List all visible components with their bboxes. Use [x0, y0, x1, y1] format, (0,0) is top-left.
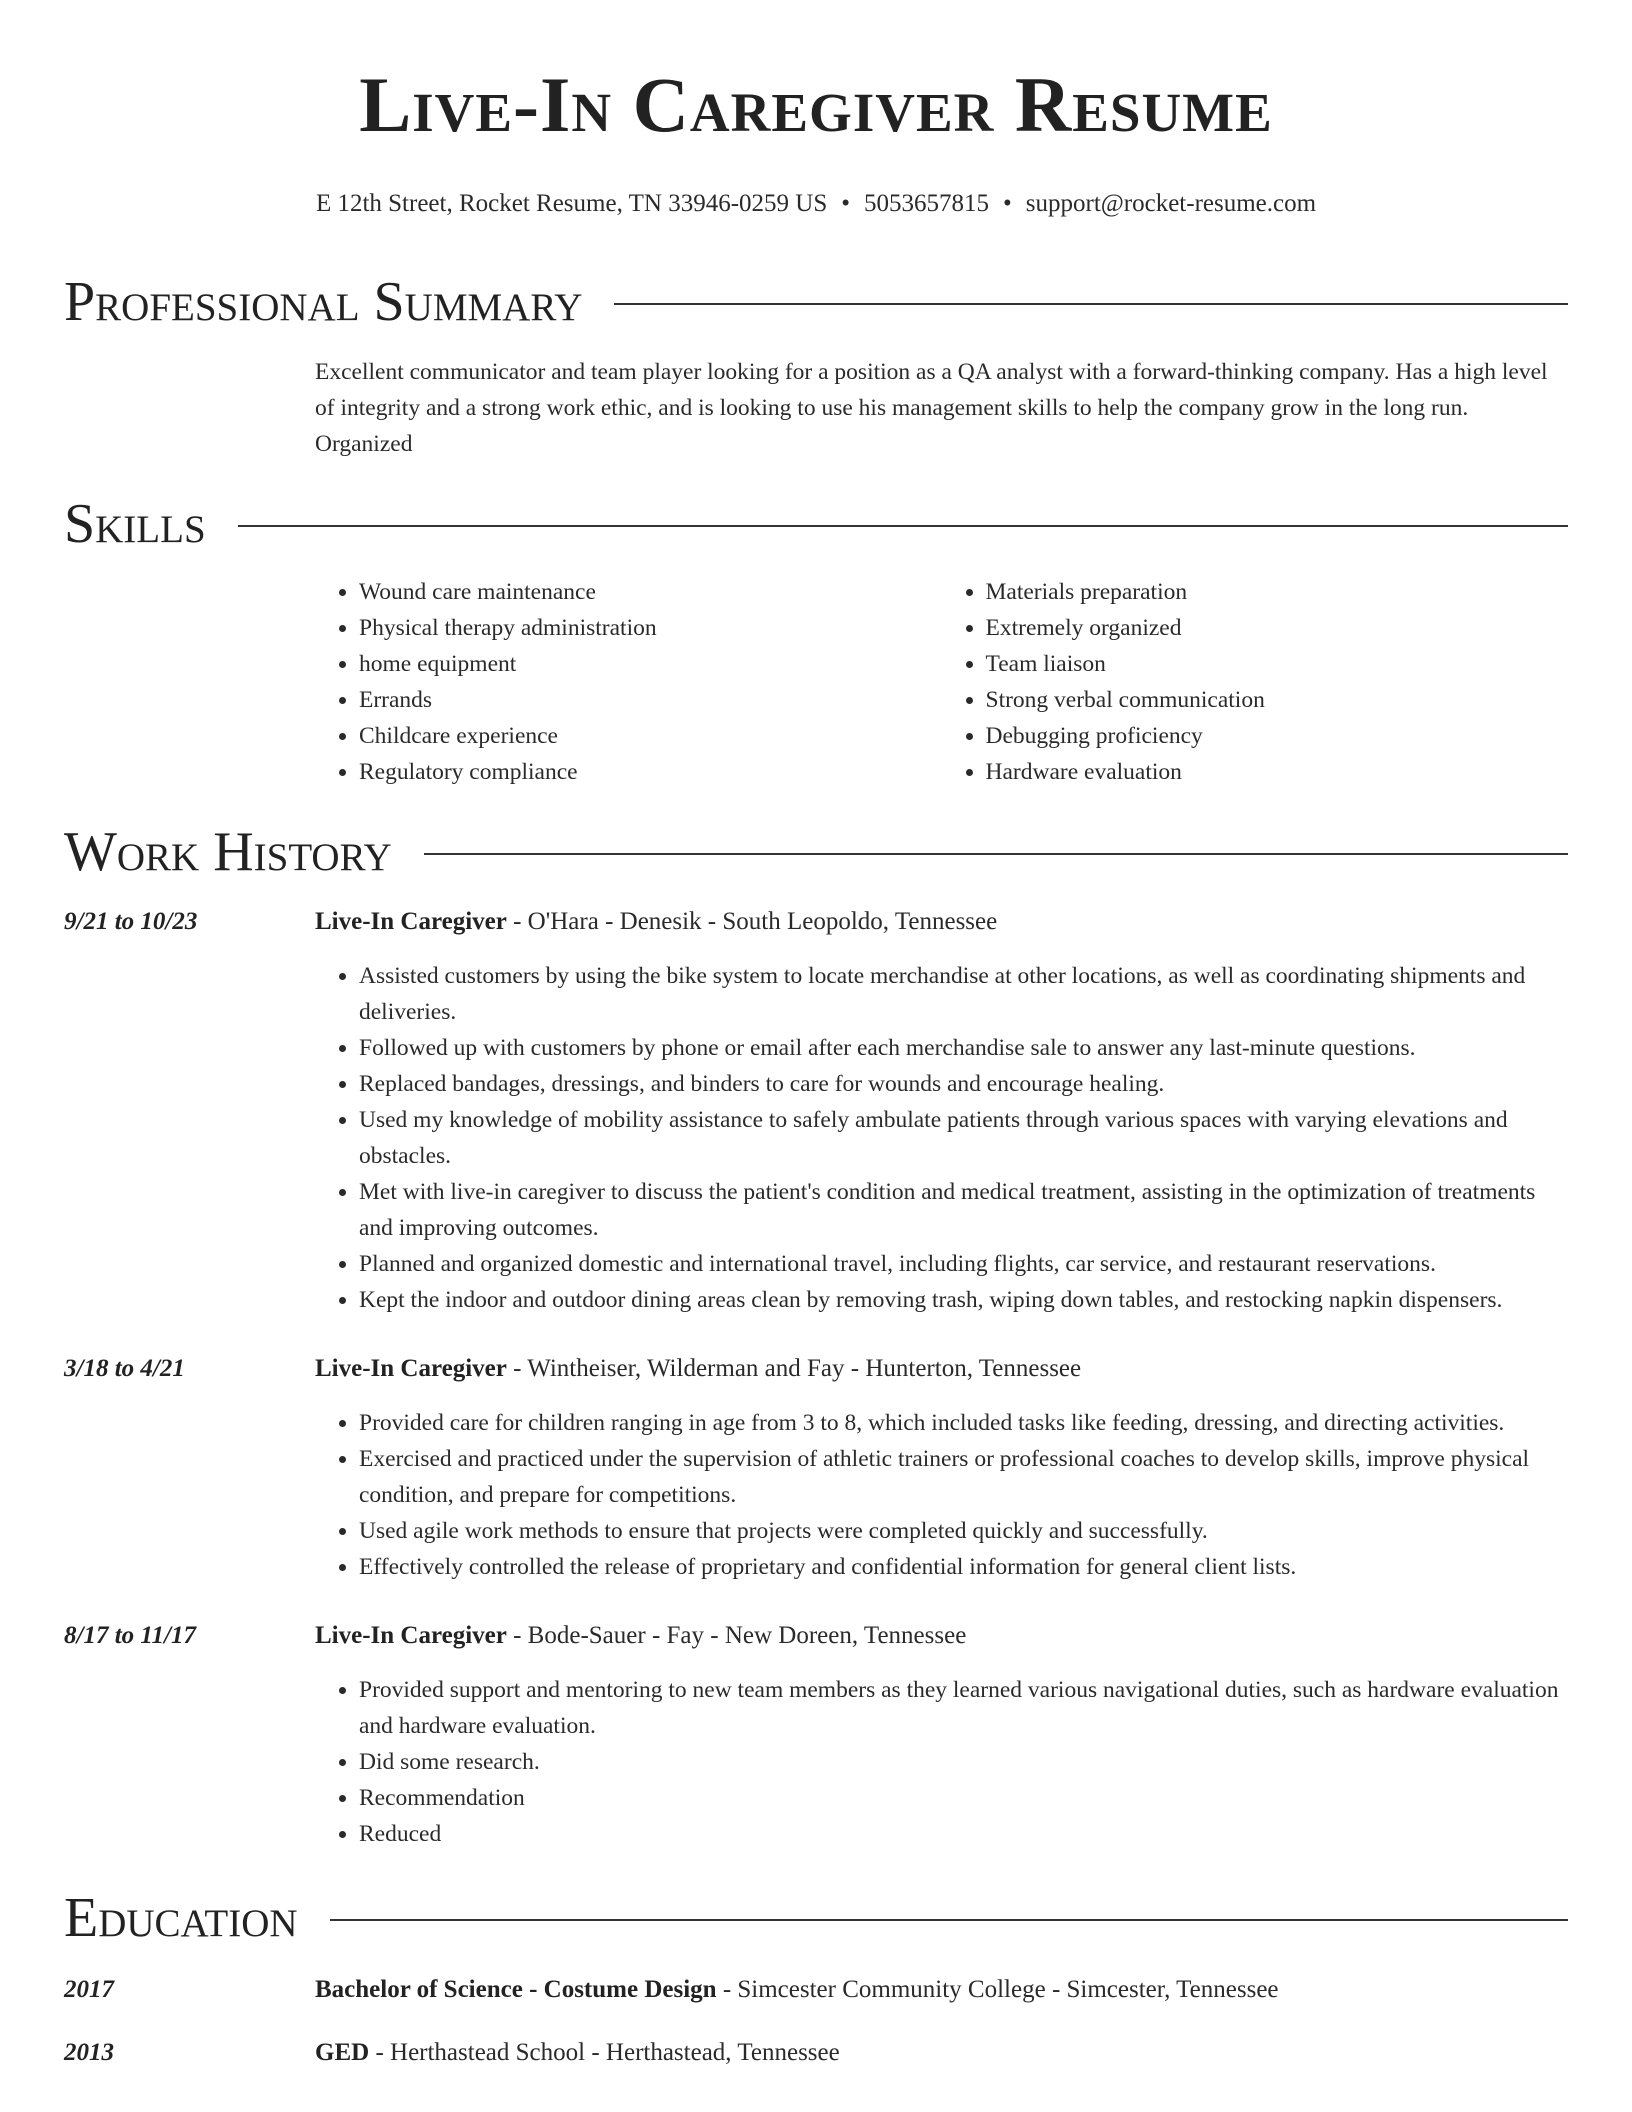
job-bullet: • Replaced bandages, dressings, and binders to care for wounds and encourage healing. [359, 1066, 1568, 1102]
contact-separator: • [1003, 190, 1012, 217]
job-bullet: • Provided support and mentoring to new team members as they learned various navigational duties, such as hardware evaluation and hardware evaluation. [359, 1672, 1568, 1744]
contact-phone: 5053657815 [864, 190, 989, 217]
contact-email: support@rocket-resume.com [1025, 190, 1317, 217]
contact-line [64, 188, 1568, 220]
job-bullet: • Reduced [359, 1816, 1568, 1852]
job-title: Live-In Caregiver [315, 1355, 507, 1382]
education-section [64, 1886, 1568, 2071]
job-bullets [315, 958, 1568, 1318]
summary-section [64, 270, 1568, 462]
job-entry [64, 904, 1568, 1318]
job-header [64, 1618, 1568, 1654]
job-heading [315, 904, 997, 940]
skill-item: • Hardware evaluation [986, 754, 1569, 790]
job-entry [64, 1618, 1568, 1852]
education-entry [64, 1972, 1568, 2008]
job-bullet: • Did some research. [359, 1744, 1568, 1780]
skill-item: • Extremely organized [986, 610, 1569, 646]
section-title: Education [64, 1887, 298, 1949]
education-year: 2013 [64, 2039, 114, 2066]
job-title: Live-In Caregiver [315, 1622, 507, 1649]
skill-item: • Wound care maintenance [359, 574, 942, 610]
section-title: Skills [64, 493, 206, 555]
job-header [64, 904, 1568, 940]
section-title: Professional Summary [64, 271, 583, 333]
section-divider [424, 853, 1568, 855]
contact-address: E 12th Street, Rocket Resume, TN 33946-0259 US [315, 190, 828, 217]
skill-item: • Strong verbal communication [986, 682, 1569, 718]
education-heading [315, 2035, 840, 2071]
job-bullet: • Exercised and practiced under the supervision of athletic trainers or professional coaches to develop skills, improve physical condition, and prepare for competitions. [359, 1441, 1568, 1513]
skill-item: • Childcare experience [359, 718, 942, 754]
skills-column-right [942, 574, 1569, 790]
job-bullets [315, 1672, 1568, 1852]
job-details: - Bode-Sauer - Fay - New Doreen, Tennessee [506, 1622, 967, 1649]
education-details: - Simcester Community College - Simcester, Tennessee [716, 1976, 1279, 2003]
education-details: - Herthastead School - Herthastead, Tennessee [369, 2039, 840, 2066]
job-bullet: • Planned and organized domestic and international travel, including flights, car service, and restaurant reservations. [359, 1246, 1568, 1282]
resume-name: Live-In Caregiver Resume [359, 61, 1273, 148]
skill-item: • Errands [359, 682, 942, 718]
job-header [64, 1351, 1568, 1387]
job-bullet: • Used my knowledge of mobility assistance to safely ambulate patients through various spaces with varying elevations and obstacles. [359, 1102, 1568, 1174]
skill-item: • Materials preparation [986, 574, 1569, 610]
section-divider [330, 1919, 1568, 1921]
skill-item: • Team liaison [986, 646, 1569, 682]
skill-item: • Physical therapy administration [359, 610, 942, 646]
job-dates: 3/18 to 4/21 [64, 1355, 185, 1382]
skill-item: • Regulatory compliance [359, 754, 942, 790]
job-dates: 9/21 to 10/23 [64, 908, 198, 935]
education-degree: GED [315, 2039, 370, 2066]
job-dates: 8/17 to 11/17 [64, 1622, 196, 1649]
job-bullet: • Kept the indoor and outdoor dining areas clean by removing trash, wiping down tables, and restocking napkin dispensers. [359, 1282, 1568, 1318]
section-header [64, 820, 1568, 884]
job-bullet: • Followed up with customers by phone or email after each merchandise sale to answer any last-minute questions. [359, 1030, 1568, 1066]
section-header [64, 270, 1568, 334]
job-heading [315, 1351, 1081, 1387]
skills-section [64, 492, 1568, 790]
job-bullet: • Met with live-in caregiver to discuss the patient's condition and medical treatment, assisting in the optimization of treatments and improving outcomes. [359, 1174, 1568, 1246]
skills-column-left [315, 574, 942, 790]
job-bullets [315, 1405, 1568, 1585]
section-divider [614, 303, 1568, 305]
job-heading [315, 1618, 966, 1654]
skills-grid [315, 574, 1568, 790]
job-details: - O'Hara - Denesik - South Leopoldo, Tennessee [506, 908, 998, 935]
skill-item: • home equipment [359, 646, 942, 682]
job-title: Live-In Caregiver [315, 908, 507, 935]
job-bullet: • Effectively controlled the release of proprietary and confidential information for general client lists. [359, 1549, 1568, 1585]
section-header [64, 492, 1568, 556]
contact-separator: • [841, 190, 850, 217]
education-degree: Bachelor of Science - Costume Design [315, 1976, 717, 2003]
job-entry [64, 1351, 1568, 1585]
section-title: Work History [64, 821, 392, 883]
job-bullet: • Provided care for children ranging in age from 3 to 8, which included tasks like feeding, dressing, and directing activities. [359, 1405, 1568, 1441]
education-year: 2017 [64, 1976, 114, 2003]
job-bullet: • Recommendation [359, 1780, 1568, 1816]
skill-item: • Debugging proficiency [986, 718, 1569, 754]
education-heading [315, 1972, 1279, 2008]
work-history-section [64, 820, 1568, 1852]
job-bullet: • Used agile work methods to ensure that projects were completed quickly and successfully. [359, 1513, 1568, 1549]
summary-text: Excellent communicator and team player looking for a position as a QA analyst with a forward-thinking company. Has a high level of integrity and a strong work ethic, and is looking to use his management skills to help the company grow in the long run. Organized [315, 359, 1548, 457]
education-entry [64, 2035, 1568, 2071]
job-bullet: • Assisted customers by using the bike system to locate merchandise at other locations, as well as coordinating shipments and deliveries. [359, 958, 1568, 1030]
section-header [64, 1886, 1568, 1950]
section-divider [238, 525, 1568, 527]
job-details: - Wintheiser, Wilderman and Fay - Hunterton, Tennessee [506, 1355, 1082, 1382]
